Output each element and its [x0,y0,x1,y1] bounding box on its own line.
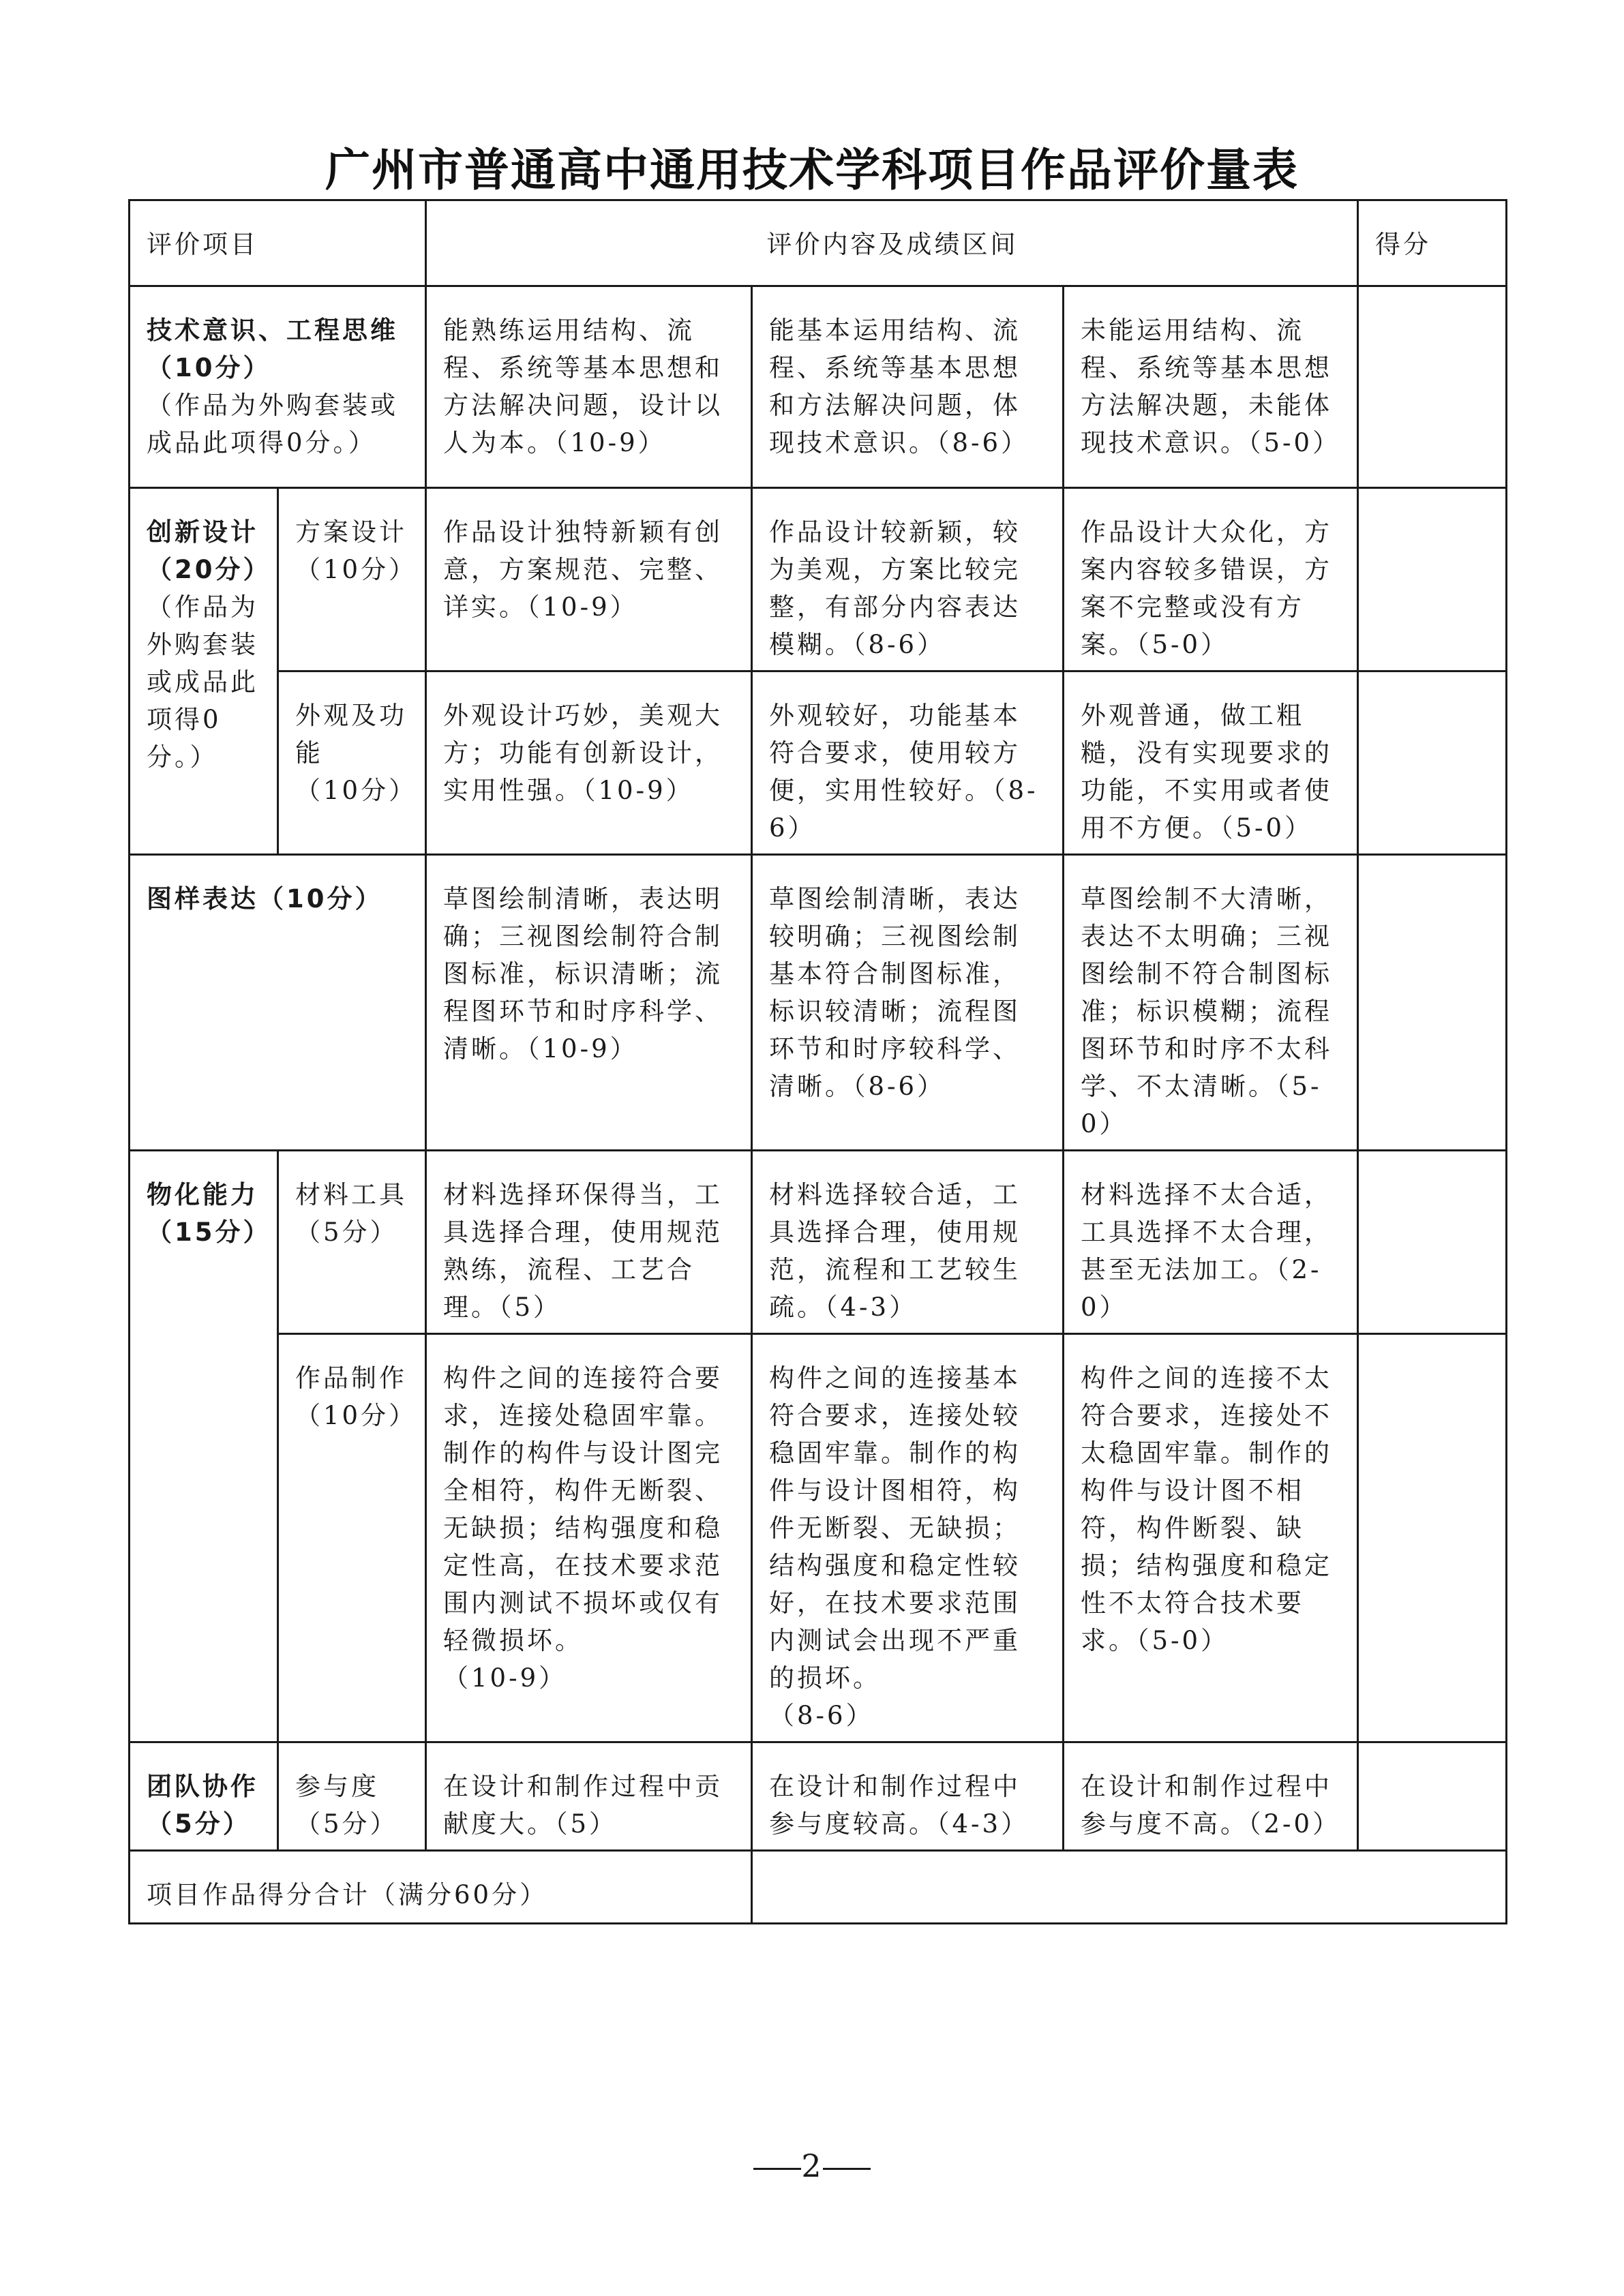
sub-participation-points: （5分） [295,1809,398,1839]
category-innovation [130,488,278,855]
sub-production-label: 作品制作 [295,1363,407,1393]
sub-materials-tools-points: （5分） [295,1218,398,1247]
category-innovation-points: （20分） [147,555,271,584]
category-tech-awareness [130,286,426,488]
category-innovation-label: 创新设计 [147,517,258,547]
row-materials-tools [130,1151,1507,1334]
sub-materials-tools-label: 材料工具 [295,1180,407,1209]
score-cell-drawing[interactable] [1358,855,1507,1151]
tech-low: 未能运用结构、流程、系统等基本思想方法解决题，未能体现技术意识。（5-0） [1064,286,1358,488]
tech-high: 能熟练运用结构、流程、系统等基本思想和方法解决问题，设计以人为本。（10-9） [426,286,752,488]
sub-appearance-function [278,671,426,855]
sub-plan-design-label: 方案设计 [295,517,407,547]
plan-mid: 作品设计较新颖，较为美观，方案比较完整，有部分内容表达模糊。（8-6） [752,488,1064,671]
header-item: 评价项目 [130,200,426,286]
tools-high: 材料选择环保得当，工具选择合理，使用规范熟练，流程、工艺合理。（5） [426,1151,752,1334]
category-team-points: （5分） [147,1809,251,1839]
row-total [130,1851,1507,1924]
tools-mid: 材料选择较合适，工具选择合理，使用规范，流程和工艺较生疏。（4-3） [752,1151,1064,1334]
team-mid: 在设计和制作过程中参与度较高。（4-3） [752,1742,1064,1851]
team-high: 在设计和制作过程中贡献度大。（5） [426,1742,752,1851]
tools-low: 材料选择不太合适，工具选择不太合理，甚至无法加工。（2-0） [1064,1151,1358,1334]
row-team [130,1742,1507,1851]
tech-mid: 能基本运用结构、流程、系统等基本思想和方法解决问题，体现技术意识。（8-6） [752,286,1064,488]
sub-appearance-function-label: 外观及功能 [295,701,407,768]
row-plan-design [130,488,1507,671]
sub-plan-design [278,488,426,671]
category-tech-awareness-note: （作品为外购套装或成品此项得0分。） [147,391,398,457]
header-content: 评价内容及成绩区间 [426,200,1358,286]
score-cell-plan[interactable] [1358,488,1507,671]
category-team-label: 团队协作 [147,1772,258,1801]
document-title: 广州市普通高中通用技术学科项目作品评价量表 [325,144,1299,196]
team-low: 在设计和制作过程中参与度不高。（2-0） [1064,1742,1358,1851]
sub-appearance-function-points: （10分） [295,776,417,805]
page-dash-right [823,2168,871,2170]
sub-production-points: （10分） [295,1401,417,1430]
category-innovation-note: （作品为外购套装或成品此项得0分。） [147,592,258,772]
page-dash-left [753,2168,801,2170]
score-cell-appearance[interactable] [1358,671,1507,855]
category-making-label: 物化能力 [147,1180,258,1209]
production-high-range: （10-9） [443,1663,567,1693]
plan-low: 作品设计大众化，方案内容较多错误，方案不完整或没有方案。（5-0） [1064,488,1358,671]
production-mid-range: （8-6） [769,1701,874,1730]
appearance-mid: 外观较好，功能基本符合要求，使用较方便，实用性较好。（8-6） [752,671,1064,855]
sub-participation [278,1742,426,1851]
plan-high: 作品设计独特新颖有创意，方案规范、完整、详实。（10-9） [426,488,752,671]
sub-production [278,1334,426,1742]
header-row [130,200,1507,286]
evaluation-rubric-table [128,199,1507,1924]
drawing-high: 草图绘制清晰，表达明确；三视图绘制符合制图标准，标识清晰；流程图环节和时序科学、清晰。（10-9） [426,855,752,1151]
appearance-low: 外观普通，做工粗糙，没有实现要求的功能，不实用或者使用不方便。（5-0） [1064,671,1358,855]
category-making [130,1151,278,1742]
category-making-points: （15分） [147,1218,271,1247]
production-low: 构件之间的连接不太符合要求，连接处不太稳固牢靠。制作的构件与设计图不相符，构件断裂、缺损；结构强度和稳定性不太符合技术要求。（5-0） [1064,1334,1358,1742]
page-number [0,2147,1624,2184]
row-tech-awareness [130,286,1507,488]
page-number-value: 2 [801,2147,823,2184]
score-cell-production[interactable] [1358,1334,1507,1742]
score-cell-tools[interactable] [1358,1151,1507,1334]
sub-materials-tools [278,1151,426,1334]
row-drawing [130,855,1507,1151]
sub-participation-label: 参与度 [295,1772,379,1801]
row-production [130,1334,1507,1742]
drawing-low: 草图绘制不大清晰，表达不太明确；三视图绘制不符合制图标准；标识模糊；流程图环节和时序不太科学、不太清晰。（5-0） [1064,855,1358,1151]
category-team [130,1742,278,1851]
total-label: 项目作品得分合计（满分60分） [130,1851,752,1924]
category-tech-awareness-points: （10分） [147,353,271,382]
category-drawing: 图样表达（10分） [130,855,426,1151]
sub-plan-design-points: （10分） [295,555,417,584]
score-cell-team[interactable] [1358,1742,1507,1851]
category-tech-awareness-label: 技术意识、工程思维 [147,316,398,345]
appearance-high: 外观设计巧妙，美观大方；功能有创新设计，实用性强。（10-9） [426,671,752,855]
row-appearance-function [130,671,1507,855]
score-cell-tech[interactable] [1358,286,1507,488]
total-score-cell[interactable] [752,1851,1507,1924]
production-mid-text: 构件之间的连接基本符合要求，连接处较稳固牢靠。制作的构件与设计图相符，构件无断裂、无缺损；结构强度和稳定性较好，在技术要求范围内测试会出现不严重的损坏。 [769,1363,1021,1693]
drawing-mid: 草图绘制清晰，表达较明确；三视图绘制基本符合制图标准，标识较清晰；流程图环节和时序较科学、清晰。（8-6） [752,855,1064,1151]
header-score: 得分 [1358,200,1507,286]
production-mid [752,1334,1064,1742]
production-high [426,1334,752,1742]
production-high-text: 构件之间的连接符合要求，连接处稳固牢靠。制作的构件与设计图完全相符，构件无断裂、无缺损；结构强度和稳定性高，在技术要求范围内测试不损坏或仅有轻微损坏。 [443,1363,723,1655]
